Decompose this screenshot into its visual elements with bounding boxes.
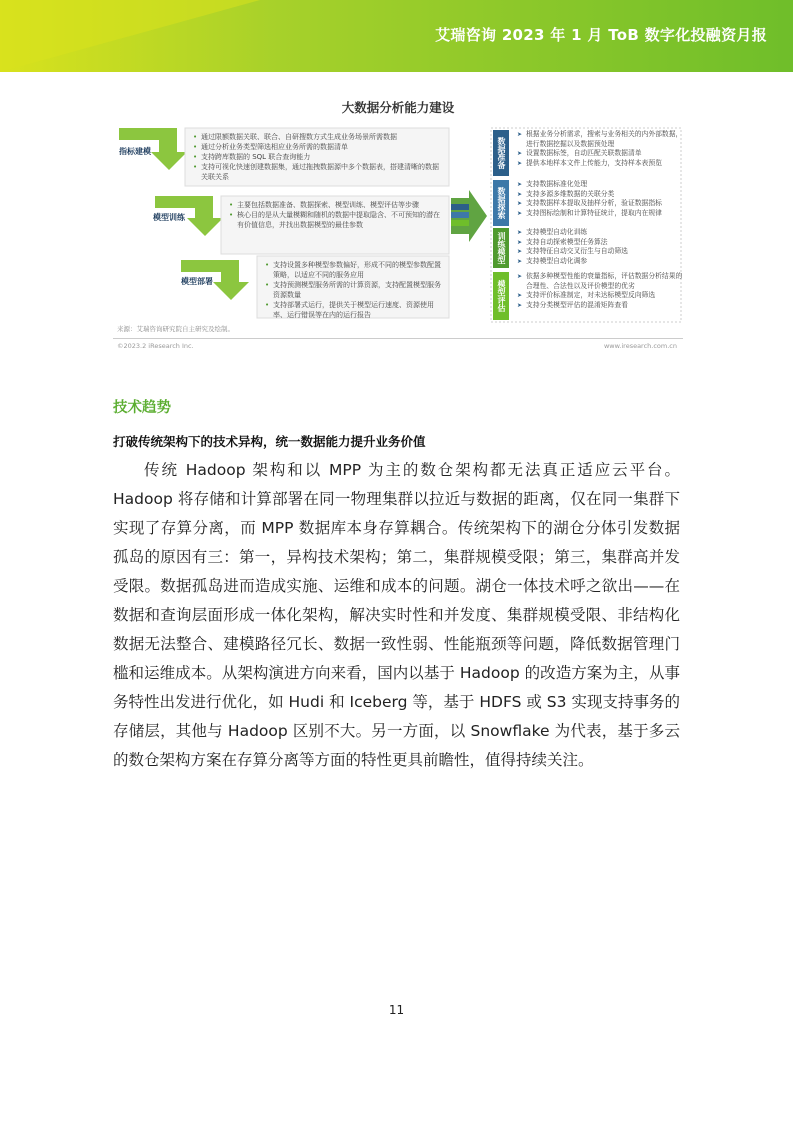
section-subheading: 打破传统架构下的技术异构，统一数据能力提升业务价值	[113, 434, 426, 449]
right-4-item: ➤ 依据多种模型性能的衰量指标，评估数据分析结果的合理性、合法性以及评价模型的优劣	[517, 272, 685, 291]
tab-model-eval: 模型评估	[493, 272, 509, 320]
right-3-item: ➤ 支持特征自动交叉衍生与自动筛选	[517, 247, 685, 257]
right-3-item: ➤ 支持模型自动化调参	[517, 257, 685, 267]
right-3-item: ➤ 支持模型自动化训练	[517, 228, 685, 238]
header-title: 艾瑞咨询 2023 年 1 月 ToB 数字化投融资月报	[435, 26, 767, 44]
stage-text-2	[229, 200, 445, 230]
stage-1-item: • 支持可视化快速创建数据集，通过拖拽数据源中多个数据表，搭建清晰的数据关联关系	[193, 162, 445, 182]
tab-train-model: 训练模型	[493, 228, 509, 268]
stage-2-item: • 核心目的是从大量模糊和随机的数据中提取隐含、不可预知的潜在有价值信息，并找出数据模型的最佳参数	[229, 210, 445, 230]
stage-3-item: • 支持预测模型服务所需的计算资源，支持配置模型服务资源数量	[265, 280, 445, 300]
figure-source: 来源：艾瑞咨询研究院自主研究及绘制。	[117, 325, 234, 333]
figure-copyright: ©2023.2 iResearch Inc.	[117, 342, 194, 350]
body-paragraph: 传统 Hadoop 架构和以 MPP 为主的数仓架构都无法真正适应云平台。Hadoop 将存储和计算部署在同一物理集群以拉近与数据的距离，仅在同一集群下实现了存算分离，而 MPP 数据库本身存算耦合。传统架构下的湖仓分体引发数据孤岛的原因有三：第一，异构技术架构；第二，集群规模受限；第三，集群高并发受限。数据孤岛进而造成实施、运维和成本的问题。湖仓一体技术呼之欲出——在数据和查询层面形成一体化架构，解决实时性和并发度、集群规模受限、非结构化数据无法整合、建模路径冗长、数据一致性弱、性能瓶颈等问题，降低数据管理门槛和运维成本。从架构演进方向来看，国内以基于 Hadoop 的改造方案为主，从事务特性出发进行优化，如 Hudi 和 Iceberg 等，基于 HDFS 或 S3 实现支持事务的存储层，其他与 Hadoop 区别不大。另一方面，以 Snowflake 为代表，基于多云的数仓架构方案在存算分离等方面的特性更具前瞻性，值得持续关注。	[113, 461, 680, 769]
stage-3-item: • 支持部署式运行，提供关于模型运行速度、资源使用率、运行错误等在内的运行报告	[265, 300, 445, 320]
right-2-item: ➤ 支持多源多维数据的关联分类	[517, 190, 685, 200]
right-1-item: ➤ 设置数据标签，自动匹配关联数据清单	[517, 149, 685, 159]
stage-text-1	[193, 132, 445, 182]
figure-capability-diagram	[113, 92, 683, 354]
right-4-item: ➤ 支持分类模型评估的混淆矩阵查看	[517, 301, 685, 311]
stage-1-item: • 通过分析业务类型筛选相应业务所需的数据清单	[193, 142, 445, 152]
figure-url: www.iresearch.com.cn	[603, 342, 677, 350]
stage-label-1: 指标建模	[119, 147, 151, 156]
stage-3-item: • 支持设置多种模型参数偏好，形成不同的模型参数配置策略，以适应不同的服务应用	[265, 260, 445, 280]
page-number: 11	[388, 1003, 405, 1017]
right-list-3	[517, 228, 685, 266]
tab-data-explore: 数据探索	[493, 180, 509, 226]
tab-data-prep: 数据准备	[493, 130, 509, 176]
stage-label-2: 模型训练	[153, 213, 185, 222]
stage-2-item: • 主要包括数据准备、数据探索、模型训练、模型评估等步骤	[229, 200, 445, 210]
stage-1-item: • 通过限额数据关联、联合、自研搜数方式生成业务场景所需数据	[193, 132, 445, 142]
right-1-item: ➤ 根据业务分析需求，搜索与业务相关的内外部数据，进行数据挖掘以及数据预处理	[517, 130, 685, 149]
stage-text-3	[265, 260, 445, 320]
stage-label-3: 模型部署	[181, 277, 213, 286]
right-list-2	[517, 180, 685, 218]
right-2-item: ➤ 支持图标绘制和计算特征统计，提取内在规律	[517, 209, 685, 219]
right-list-4	[517, 272, 685, 310]
right-2-item: ➤ 支持数据样本提取及抽样分析，验证数据指标	[517, 199, 685, 209]
right-4-item: ➤ 支持评价标准制定，对未达标模型反向筛选	[517, 291, 685, 301]
right-2-item: ➤ 支持数据标准化处理	[517, 180, 685, 190]
right-1-item: ➤ 提供本地样本文件上传能力，支持样本表预览	[517, 159, 685, 169]
right-3-item: ➤ 支持自动探索模型任务算法	[517, 238, 685, 248]
right-list-1	[517, 130, 685, 168]
figure-title: 大数据分析能力建设	[341, 100, 455, 115]
figure-divider	[113, 338, 683, 339]
stage-1-item: • 支持跨库数据的 SQL 联合查询能力	[193, 152, 445, 162]
section-heading: 技术趋势	[113, 400, 171, 416]
